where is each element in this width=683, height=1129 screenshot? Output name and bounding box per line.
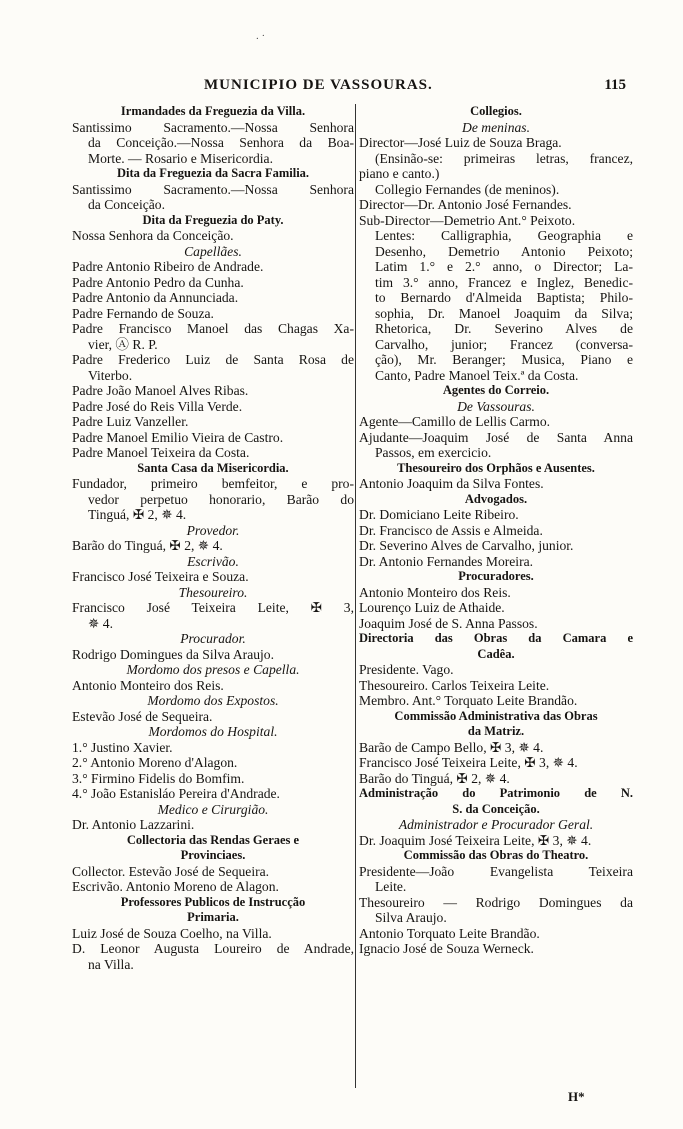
entry-line: Padre Antonio Ribeiro de Andrade. bbox=[72, 259, 264, 274]
entry-line: Presidente. Vago. bbox=[359, 662, 454, 677]
section-heading: Commissão Administrativa das Obras bbox=[394, 708, 598, 723]
entry-line: Estevão José de Sequeira. bbox=[72, 708, 213, 724]
entry-line: Padre Manoel Emilio Vieira de Castro. bbox=[72, 429, 284, 445]
entry-line: vier, Ⓐ R. P. bbox=[88, 336, 158, 352]
office-title: De Vassouras. bbox=[457, 398, 535, 414]
section-heading: Cadêa. bbox=[477, 646, 515, 661]
entry-line: ção), Mr. Beranger; Musica, Piano e bbox=[375, 352, 633, 367]
entry-line: 1.° Justino Xavier. bbox=[72, 739, 173, 755]
entry-line: Padre Frederico Luiz de Santa Rosa de bbox=[72, 352, 354, 367]
office-title: Procurador. bbox=[180, 631, 246, 646]
section-heading: Agentes do Correio. bbox=[442, 383, 550, 397]
entry-line: Padre João Manoel Alves Ribas. bbox=[72, 383, 249, 398]
section-heading: Administração do Patrimonio de N. bbox=[359, 786, 633, 800]
entry-line: 4.° João Estanisláo Pereira d'Andrade. bbox=[72, 786, 280, 801]
entry-line: Collegio Fernandes (de meninos). bbox=[375, 181, 560, 197]
entry-line: Santissimo Sacramento.—Nossa Senhora bbox=[72, 181, 354, 197]
entry-line: sophia, Dr. Manoel Joaquim da Silva; bbox=[375, 305, 633, 321]
entry-line: Padre José do Reis Villa Verde. bbox=[72, 398, 243, 414]
entry-line: Thesoureiro — Rodrigo Domingues da bbox=[359, 894, 633, 910]
entry-line: piano e canto.) bbox=[359, 166, 440, 181]
entry-line: Rhetorica, Dr. Severino Alves de bbox=[375, 321, 633, 336]
entry-line: Presidente—João Evangelista Teixeira bbox=[359, 863, 633, 879]
entry-line: Viterbo. bbox=[88, 367, 133, 383]
entry-line: Dr. Antonio Lazzarini. bbox=[72, 817, 195, 832]
entry-line: Ignacio José de Souza Werneck. bbox=[359, 941, 534, 956]
entry-line: Padre Manoel Teixeira da Costa. bbox=[72, 445, 250, 460]
entry-line: Barão do Tinguá, ✠ 2, ✵ 4. bbox=[72, 538, 223, 553]
office-title: Capellães. bbox=[184, 243, 242, 259]
entry-line: Barão de Campo Bello, ✠ 3, ✵ 4. bbox=[359, 739, 544, 755]
column-rule bbox=[355, 104, 356, 1088]
section-heading: Collegios. bbox=[470, 104, 522, 118]
entry-line: vedor perpetuo honorario, Barão do bbox=[88, 491, 354, 507]
entry-line: Canto, Padre Manoel Teix.ª da Costa. bbox=[375, 367, 579, 383]
office-title: Mordomos do Hospital. bbox=[148, 724, 278, 739]
entry-line: Padre Luiz Vanzeller. bbox=[72, 414, 189, 429]
entry-line: Collector. Estevão José de Sequeira. bbox=[72, 863, 270, 879]
entry-line: Dr. Severino Alves de Carvalho, junior. bbox=[359, 538, 574, 553]
entry-line: Joaquim José de S. Anna Passos. bbox=[359, 615, 538, 631]
section-heading: Procuradores. bbox=[458, 569, 534, 583]
section-heading: Provinciaes. bbox=[180, 848, 246, 862]
entry-line: tim 3.° anno, Francez e Inglez, Benedic- bbox=[375, 274, 633, 290]
entry-line: (Ensinão-se: primeiras letras, francez, bbox=[375, 150, 633, 166]
entry-line: Fundador, primeiro bemfeitor, e pro- bbox=[72, 476, 354, 491]
entry-line: Antonio Torquato Leite Brandão. bbox=[359, 925, 540, 941]
entry-line: Lentes: Calligraphia, Geographia e bbox=[375, 228, 633, 243]
entry-line: 2.° Antonio Moreno d'Alagon. bbox=[72, 755, 238, 770]
entry-line: Padre Antonio da Annunciada. bbox=[72, 290, 239, 305]
entry-line: ✵ 4. bbox=[88, 615, 113, 631]
section-heading: Collectoria das Rendas Geraes e bbox=[126, 832, 300, 847]
entry-line: Latim 1.° e 2.° anno, o Director; La- bbox=[375, 259, 633, 274]
entry-line: Antonio Joaquim da Silva Fontes. bbox=[359, 476, 544, 491]
page-header bbox=[72, 77, 632, 97]
entry-line: na Villa. bbox=[88, 956, 134, 972]
entry-line: to Bernardo d'Almeida Baptista; Philo- bbox=[375, 290, 633, 305]
entry-line: Agente—Camillo de Lellis Carmo. bbox=[359, 414, 551, 429]
entry-line: Tinguá, ✠ 2, ✵ 4. bbox=[88, 507, 187, 522]
signature-mark: H* bbox=[568, 1089, 585, 1104]
office-title: Thesoureiro. bbox=[178, 584, 248, 600]
entry-line: Dr. Joaquim José Teixeira Leite, ✠ 3, ✵ 4. bbox=[359, 832, 592, 848]
section-heading: Directoria das Obras da Camara e bbox=[359, 631, 633, 645]
section-heading: S. da Conceição. bbox=[452, 801, 540, 816]
entry-line: Thesoureiro. Carlos Teixeira Leite. bbox=[359, 677, 550, 693]
entry-line: Francisco José Teixeira e Souza. bbox=[72, 569, 249, 584]
office-title: Escrivão. bbox=[187, 553, 239, 569]
section-heading: Commissão das Obras do Theatro. bbox=[403, 848, 589, 862]
running-title: MUNICIPIO DE VASSOURAS. bbox=[204, 77, 433, 93]
entry-line: Padre Fernando de Souza. bbox=[72, 305, 214, 321]
entry-line: Dr. Domiciano Leite Ribeiro. bbox=[359, 507, 519, 522]
entry-line: Escrivão. Antonio Moreno de Alagon. bbox=[72, 879, 279, 894]
section-heading: da Matriz. bbox=[467, 724, 525, 738]
entry-line: Antonio Monteiro dos Reis. bbox=[359, 584, 511, 600]
page-number: 115 bbox=[604, 77, 626, 93]
entry-line: Dr. Francisco de Assis e Almeida. bbox=[359, 522, 543, 538]
entry-line: Dr. Antonio Fernandes Moreira. bbox=[359, 553, 534, 569]
right-column bbox=[359, 104, 633, 957]
section-heading: Irmandades da Freguezia da Villa. bbox=[120, 104, 306, 118]
office-title: Mordomo dos presos e Capella. bbox=[126, 662, 300, 677]
section-heading: Dita da Freguezia do Paty. bbox=[142, 212, 284, 227]
entry-line: 3.° Firmino Fidelis do Bomfim. bbox=[72, 770, 245, 786]
entry-line: Director—José Luiz de Souza Braga. bbox=[359, 135, 562, 150]
left-column bbox=[72, 104, 354, 972]
page-mark: . · bbox=[256, 30, 266, 42]
office-title: Administrador e Procurador Geral. bbox=[398, 817, 594, 832]
entry-line: Carvalho, junior; Francez (conversa- bbox=[375, 336, 633, 352]
entry-line: D. Leonor Augusta Loureiro de Andrade, bbox=[72, 941, 354, 956]
entry-line: Lourenço Luiz de Athaide. bbox=[359, 600, 505, 615]
entry-line: Passos, em exercicio. bbox=[375, 445, 492, 460]
entry-line: Director—Dr. Antonio José Fernandes. bbox=[359, 197, 572, 212]
entry-line: Francisco José Teixeira Leite, ✠ 3, bbox=[72, 600, 354, 615]
entry-line: Barão do Tinguá, ✠ 2, ✵ 4. bbox=[359, 770, 510, 786]
entry-line: Antonio Monteiro dos Reis. bbox=[72, 677, 224, 693]
section-heading: Professores Publicos de Instrucção bbox=[120, 894, 306, 909]
office-title: Provedor. bbox=[186, 522, 240, 538]
entry-line: Francisco José Teixeira Leite, ✠ 3, ✵ 4. bbox=[359, 755, 578, 770]
entry-line: Santissimo Sacramento.—Nossa Senhora bbox=[72, 119, 354, 135]
office-title: De meninas. bbox=[462, 119, 530, 135]
entry-line: da Conceição. bbox=[88, 197, 165, 212]
section-heading: Primaria. bbox=[187, 910, 239, 924]
entry-line: Ajudante—Joaquim José de Santa Anna bbox=[359, 429, 633, 445]
section-heading: Dita da Freguezia da Sacra Familia. bbox=[116, 166, 310, 180]
section-heading: Santa Casa da Misericordia. bbox=[137, 460, 289, 475]
office-title: Mordomo dos Expostos. bbox=[147, 693, 279, 708]
entry-line: Desenho, Demetrio Antonio Peixoto; bbox=[375, 243, 633, 259]
office-title: Medico e Cirurgião. bbox=[157, 801, 269, 817]
entry-line: Nossa Senhora da Conceição. bbox=[72, 228, 234, 243]
section-heading: Thesoureiro dos Orphãos e Ausentes. bbox=[397, 460, 595, 475]
entry-line: Morte. — Rosario e Misericordia. bbox=[88, 150, 273, 166]
entry-line: Membro. Ant.° Torquato Leite Brandão. bbox=[359, 693, 578, 708]
entry-line: da Conceição.—Nossa Senhora da Boa- bbox=[88, 135, 354, 150]
entry-line: Leite. bbox=[375, 879, 407, 894]
entry-line: Luiz José de Souza Coelho, na Villa. bbox=[72, 925, 272, 941]
entry-line: Sub-Director—Demetrio Ant.° Peixoto. bbox=[359, 212, 576, 228]
entry-line: Padre Antonio Pedro da Cunha. bbox=[72, 274, 244, 290]
section-heading: Advogados. bbox=[464, 491, 528, 506]
entry-line: Silva Araujo. bbox=[375, 910, 447, 925]
entry-line: Padre Francisco Manoel das Chagas Xa- bbox=[72, 321, 354, 336]
entry-line: Rodrigo Domingues da Silva Araujo. bbox=[72, 646, 275, 662]
